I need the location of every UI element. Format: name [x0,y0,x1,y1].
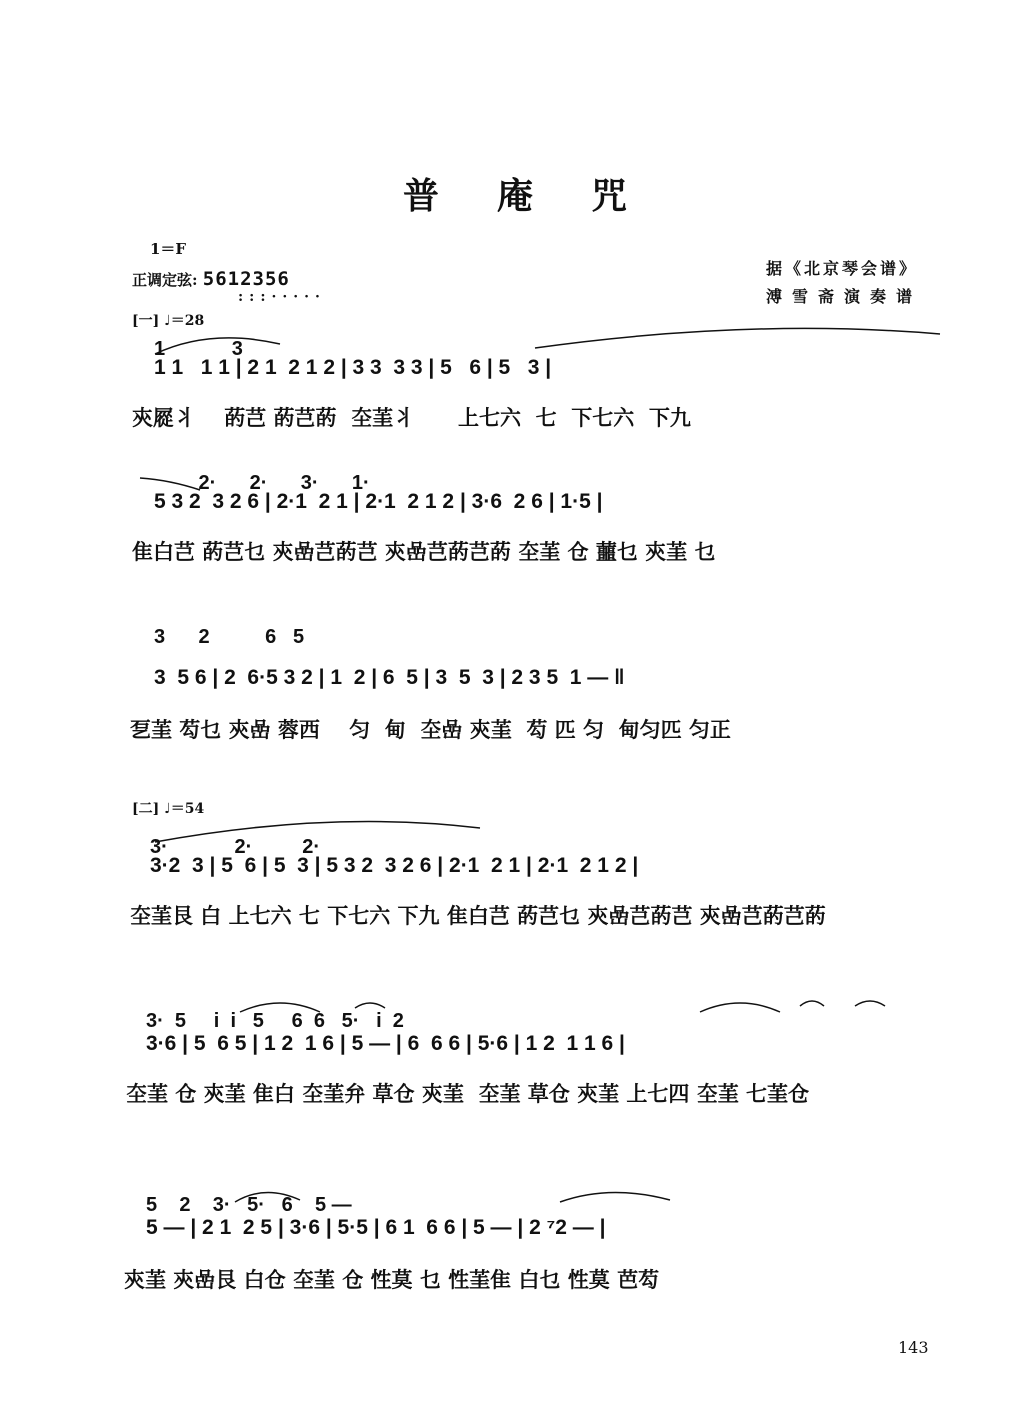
jianpu-notation: 1 1 1 1 | 2 1 2 1 2 | 3 3 3 3 | 5 6 | 5 3 | [154,356,552,379]
upper-notes: 2· 2· 3· 1· [154,472,370,494]
score-system-2 [132,470,930,580]
page-number: 143 [898,1338,929,1357]
jianzipu-tablature: 圶茥 仓 㚒茥 隹白 圶茥弁 草仓 㚒茥 圶茥 草仓 㚒茥 上七四 圶茥 七茥仓 [126,1081,810,1106]
section-tempo: ♩＝54 [164,801,205,817]
score-system-4 [130,820,930,930]
jianzipu-tablature: 㚒茥 㚒嵒艮 白仓 圶茥 仓 性莫 乜 性茥隹 白乜 性莫 芭芶 [124,1267,660,1292]
section-tempo: ♩＝28 [164,313,205,329]
page-title: 普庵咒 [402,175,685,217]
performer-credit: 溥雪斋演奏谱 [766,287,923,306]
upper-notes: 3· 2· 2· [150,836,321,858]
tuning-octave-dots: :::····· [238,289,326,305]
upper-notes: 1 3 [154,338,243,360]
jianzipu-tablature: 乭茥 芶乜 㚒嵒 蓉西 匀 甸 圶嵒 㚒茥 芶 匹 匀 甸匀匹 匀正 [130,717,731,742]
tuning-notes: 5612356 [202,268,290,290]
score-system-1 [132,330,930,440]
jianzipu-tablature: 㚒㞞丬 菂芑 菂芑菂 圶茥丬 上七六 七 下七六 下九 [132,405,691,430]
score-system-3 [130,620,930,750]
jianpu-notation: 3·2 3 | 5 6 | 5 3 | 5 3 2 3 2 6 | 2·1 2 1 | 2·1 2 1 2 | [150,854,639,877]
tuning-line [132,268,326,305]
section-marker-1 [132,310,204,330]
jianpu-notation: 3 5 6 | 2 6·5 3 2 | 1 2 | 6 5 | 3 5 3 | 2 3 5 1 — ‖ [154,666,625,689]
upper-notes: 3 2 6 5 [154,626,305,648]
tuning-label: 正调定弦: [132,271,198,289]
section-label: [二] [132,801,160,817]
score-system-5 [126,990,930,1110]
section-marker-2 [132,798,204,818]
upper-notes: 3· 5 i i 5 6 6 5· i 2 [146,1010,404,1032]
score-system-6 [124,1180,930,1300]
jianzipu-tablature: 隹白芑 菂芑乜 㚒嵒芑菂芑 㚒嵒芑菂芑菂 圶茥 仓 蘁乜 㚒茥 乜 [132,539,716,564]
upper-notes: 5 2 3· 5· 6 5 — [146,1194,352,1216]
jianpu-notation: 5 3 2 3 2 6 | 2·1 2 1 | 2·1 2 1 2 | 3·6 2 6 | 1·5 | [154,490,603,513]
key-signature: 1＝F [150,240,187,258]
section-label: [一] [132,313,160,329]
jianpu-notation: 3·6 | 5 6 5 | 1 2 1 6 | 5 — | 6 6 6 | 5·6 | 1 2 1 1 6 | [146,1032,625,1055]
jianzipu-tablature: 圶茥艮 白 上七六 七 下七六 下九 隹白芑 菂芑乜 㚒嵒芑菂芑 㚒嵒芑菂芑菂 [130,903,826,928]
jianpu-notation: 5 — | 2 1 2 5 | 3·6 | 5·5 | 6 1 6 6 | 5 — | 2 ⁷2 — | [146,1216,606,1239]
source-credit: 据《北京琴会谱》 [766,259,919,278]
